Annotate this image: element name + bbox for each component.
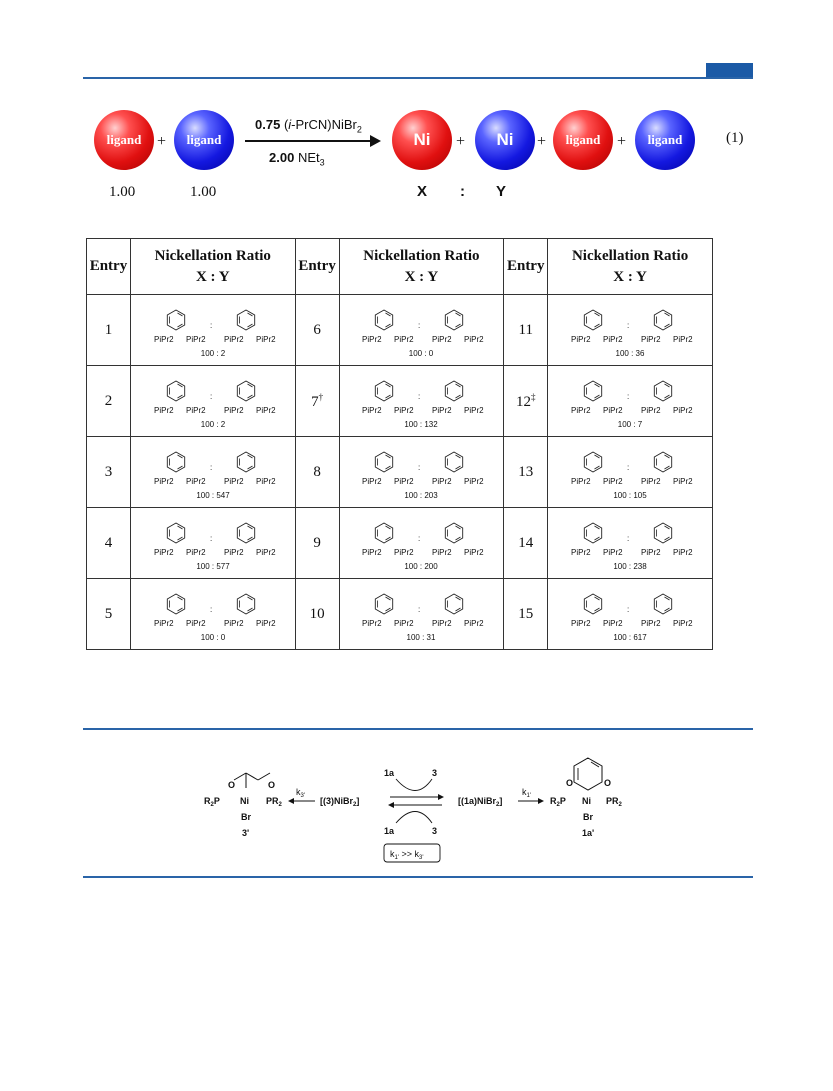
compound-1a-prime-label: 1a'	[582, 828, 595, 838]
phosphinite-label: PiPr2	[464, 619, 484, 628]
ratio-cell	[339, 366, 504, 437]
benzene-ring-icon	[167, 310, 184, 330]
phosphinite-label: PiPr2	[255, 548, 276, 557]
equation-number: (1)	[726, 130, 744, 146]
structure-colon: :	[627, 321, 630, 330]
benzene-ring-icon	[654, 310, 671, 330]
ligand-red-ball: ligand	[94, 110, 154, 170]
phosphinite-label: PiPr2	[223, 619, 244, 628]
phosphinite-label: PiPr2	[673, 335, 693, 344]
phosphinite-label: PiPr2	[464, 335, 484, 344]
ratio-cell	[548, 508, 713, 579]
entry-cell: 10	[295, 579, 339, 650]
benzene-ring-icon	[584, 523, 601, 543]
ratio-value: 100 : 547	[196, 491, 230, 500]
ligand-structures	[555, 369, 705, 433]
ligand-structures	[138, 369, 288, 433]
benzene-ring-icon	[584, 452, 601, 472]
product-y-label: Y	[496, 183, 507, 200]
entry-cell: 14	[504, 508, 548, 579]
benzene-ring-icon	[584, 594, 601, 614]
entry-cell: 3	[87, 437, 131, 508]
benzene-ring-icon	[446, 523, 463, 543]
phosphinite-label: PiPr2	[571, 335, 591, 344]
phosphinite-label: PiPr2	[464, 477, 484, 486]
ratio-value: 100 : 2	[200, 420, 225, 429]
benzene-ring-icon	[446, 594, 463, 614]
structure-colon: :	[418, 392, 421, 401]
ligand-blue-ball: ligand	[635, 110, 695, 170]
phosphinite-label: PiPr2	[153, 406, 174, 415]
ratio-value: 100 : 617	[613, 633, 647, 642]
ratio-cell	[339, 579, 504, 650]
col-ratio: Nickellation Ratio X : Y	[130, 239, 295, 295]
arrow-right-icon	[538, 798, 544, 804]
r2p-label: $R_2P$	[550, 796, 566, 808]
col-ratio: Nickellation Ratio X : Y	[339, 239, 504, 295]
phosphinite-label: PiPr2	[603, 335, 623, 344]
phosphinite-label: PiPr2	[223, 335, 244, 344]
phosphinite-label: PiPr2	[641, 477, 661, 486]
entry-cell: 1	[87, 295, 131, 366]
phosphinite-label: PiPr2	[394, 406, 414, 415]
entry-cell: 5	[87, 579, 131, 650]
phosphinite-label: PiPr2	[571, 619, 591, 628]
ligand-structures	[555, 440, 705, 504]
table-row	[87, 437, 713, 508]
br-label: Br	[583, 812, 594, 822]
benzene-ring-icon	[237, 594, 254, 614]
ratio-colon: :	[460, 183, 465, 200]
benzene-ring-icon	[654, 594, 671, 614]
plus-sign: +	[157, 133, 167, 150]
benzene-ring-icon	[584, 310, 601, 330]
phosphinite-label: PiPr2	[432, 406, 452, 415]
structure-colon: :	[209, 534, 212, 543]
reagent-label: 0.75 (i-PrCN)NiBr$_2$	[255, 117, 362, 135]
ligand-structures	[555, 511, 705, 575]
nickellation-ratio-table	[86, 238, 713, 650]
phosphinite-label: PiPr2	[432, 619, 452, 628]
complex-1a-prime	[550, 758, 623, 838]
entry-cell: 2	[87, 366, 131, 437]
amount-left: 1.00	[109, 184, 136, 200]
ratio-cell	[130, 579, 295, 650]
o-label: O	[604, 778, 612, 788]
col-entry: Entry	[295, 239, 339, 295]
structure-colon: :	[627, 463, 630, 472]
benzene-ring-icon	[376, 452, 393, 472]
phosphinite-label: PiPr2	[185, 548, 206, 557]
header-rule	[83, 77, 753, 79]
benzene-ring-icon	[446, 381, 463, 401]
phosphinite-label: PiPr2	[673, 406, 693, 415]
phosphinite-label: PiPr2	[464, 548, 484, 557]
reaction-equation	[0, 100, 833, 210]
ratio-value: 100 : 2	[200, 349, 225, 358]
phosphinite-label: PiPr2	[641, 406, 661, 415]
phosphinite-label: PiPr2	[185, 477, 206, 486]
ratio-value: 100 : 36	[615, 349, 645, 358]
arrow-left-icon	[388, 802, 394, 808]
benzene-ring-icon	[446, 452, 463, 472]
ratio-value: 100 : 7	[617, 420, 643, 429]
table-row	[87, 508, 713, 579]
phosphinite-label: PiPr2	[255, 619, 276, 628]
complex-3-prime	[204, 773, 283, 838]
phosphinite-label: PiPr2	[185, 406, 206, 415]
structure-colon: :	[209, 463, 212, 472]
product-x-label: X	[417, 183, 428, 200]
scheme-bottom-rule	[83, 876, 753, 878]
structure-colon: :	[418, 321, 421, 330]
ratio-value: 100 : 0	[200, 633, 225, 642]
ligand-structures	[138, 298, 288, 362]
phosphinite-label: PiPr2	[223, 548, 244, 557]
plus-sign: +	[537, 133, 547, 150]
benzene-ring-icon	[584, 381, 601, 401]
phosphinite-label: PiPr2	[255, 406, 276, 415]
arrow-head-icon	[370, 135, 381, 147]
phosphinite-label: PiPr2	[185, 335, 206, 344]
ligand-structures	[346, 369, 496, 433]
phosphinite-label: PiPr2	[362, 619, 382, 628]
ni-label: Ni	[240, 796, 249, 806]
benzene-ring-icon	[654, 523, 671, 543]
col-ratio: Nickellation Ratio X : Y	[548, 239, 713, 295]
benzene-ring-icon	[237, 523, 254, 543]
structure-colon: :	[209, 605, 212, 614]
ligand-structures	[346, 511, 496, 575]
benzene-ring-icon	[237, 381, 254, 401]
ni-red-ball: Ni	[392, 110, 452, 170]
benzene-ring-icon	[376, 594, 393, 614]
table-row	[87, 366, 713, 437]
structure-colon: :	[418, 534, 421, 543]
ratio-value: 100 : 203	[404, 491, 439, 500]
benzene-ring-icon	[376, 310, 393, 330]
ratio-value: 100 : 132	[404, 420, 439, 429]
o-label: O	[228, 780, 236, 790]
phosphinite-label: PiPr2	[603, 477, 623, 486]
benzene-ring-icon	[446, 310, 463, 330]
benzene-ring-icon	[654, 452, 671, 472]
phosphinite-label: PiPr2	[673, 548, 693, 557]
ni-label: Ni	[582, 796, 591, 806]
entry-cell: 13	[504, 437, 548, 508]
rate-comparison: $k_{1'} >> k_{3'}$	[390, 849, 424, 861]
arrow-left-icon	[288, 798, 294, 804]
phosphinite-label: PiPr2	[223, 477, 244, 486]
phosphinite-label: PiPr2	[603, 548, 623, 557]
ratio-cell	[548, 579, 713, 650]
ratio-value: 100 : 0	[409, 349, 434, 358]
top-right-species: 3	[432, 768, 438, 778]
bottom-left-species: 1a	[384, 826, 395, 836]
left-intermediate: [(3)NiBr$_2$]	[320, 796, 360, 808]
k1-label: $k_{1'}$	[522, 787, 531, 799]
phosphinite-label: PiPr2	[464, 406, 484, 415]
structure-colon: :	[209, 392, 212, 401]
phosphinite-label: PiPr2	[153, 619, 174, 628]
phosphinite-label: PiPr2	[641, 548, 661, 557]
plus-sign: +	[456, 133, 466, 150]
pr2-label: $PR_2$	[606, 796, 622, 808]
phosphinite-label: PiPr2	[153, 477, 174, 486]
ligand-structures	[346, 440, 496, 504]
phosphinite-label: PiPr2	[362, 335, 382, 344]
pr2-label: $PR_2$	[266, 796, 282, 808]
ni-blue-ball: Ni	[475, 110, 535, 170]
phosphinite-label: PiPr2	[394, 335, 414, 344]
ratio-cell	[130, 508, 295, 579]
col-entry: Entry	[504, 239, 548, 295]
structure-colon: :	[209, 321, 212, 330]
o-label: O	[566, 778, 574, 788]
benzene-ring-icon	[167, 381, 184, 401]
entry-cell: 4	[87, 508, 131, 579]
right-intermediate: [(1a)NiBr$_2$]	[458, 796, 503, 808]
col-entry: Entry	[87, 239, 131, 295]
ratio-cell	[339, 508, 504, 579]
structure-colon: :	[627, 534, 630, 543]
r2p-label: $R_2P$	[204, 796, 220, 808]
arrow-right-icon	[438, 794, 444, 800]
phosphinite-label: PiPr2	[603, 619, 623, 628]
structure-colon: :	[627, 605, 630, 614]
scheme-top-rule	[83, 728, 753, 730]
ligand-structures	[138, 440, 288, 504]
table-row	[87, 579, 713, 650]
header-tab	[706, 63, 753, 78]
phosphinite-label: PiPr2	[673, 619, 693, 628]
ligand-structures	[555, 298, 705, 362]
phosphinite-label: PiPr2	[362, 406, 382, 415]
base-label: 2.00 NEt$_3$	[269, 150, 325, 168]
benzene-ring-icon	[376, 523, 393, 543]
ratio-value: 100 : 238	[613, 562, 647, 571]
entry-cell: 6	[295, 295, 339, 366]
phosphinite-label: PiPr2	[255, 477, 276, 486]
ligand-structures	[346, 582, 496, 646]
entry-cell: 9	[295, 508, 339, 579]
phosphinite-label: PiPr2	[153, 335, 174, 344]
phosphinite-label: PiPr2	[185, 619, 206, 628]
entry-cell: 15	[504, 579, 548, 650]
ratio-cell	[130, 437, 295, 508]
phosphinite-label: PiPr2	[641, 619, 661, 628]
phosphinite-label: PiPr2	[432, 335, 452, 344]
phosphinite-label: PiPr2	[153, 548, 174, 557]
benzene-ring-icon	[237, 452, 254, 472]
kinetic-scheme	[170, 740, 670, 870]
bottom-right-species: 3	[432, 826, 438, 836]
ligand-structures	[138, 582, 288, 646]
ligand-structures	[138, 511, 288, 575]
ratio-value: 100 : 31	[406, 633, 436, 642]
benzene-ring-icon	[167, 452, 184, 472]
entry-cell: 11	[504, 295, 548, 366]
ratio-cell	[130, 295, 295, 366]
phosphinite-label: PiPr2	[394, 619, 414, 628]
phosphinite-label: PiPr2	[394, 548, 414, 557]
phosphinite-label: PiPr2	[641, 335, 661, 344]
amount-right: 1.00	[190, 184, 217, 200]
entry-cell: 12‡	[504, 366, 548, 437]
ratio-cell	[130, 366, 295, 437]
benzene-ring-icon	[376, 381, 393, 401]
ratio-value: 100 : 577	[196, 562, 230, 571]
o-label: O	[268, 780, 276, 790]
phosphinite-label: PiPr2	[432, 477, 452, 486]
benzene-ring-icon	[167, 523, 184, 543]
phosphinite-label: PiPr2	[673, 477, 693, 486]
table-row	[87, 295, 713, 366]
top-left-species: 1a	[384, 768, 395, 778]
table-header-row	[87, 239, 713, 295]
ratio-value: 100 : 200	[404, 562, 439, 571]
k3-label: $k_{3'}$	[296, 787, 305, 799]
structure-colon: :	[418, 463, 421, 472]
ratio-cell	[339, 295, 504, 366]
ligand-blue-ball: ligand	[174, 110, 234, 170]
phosphinite-label: PiPr2	[603, 406, 623, 415]
ratio-value: 100 : 105	[613, 491, 647, 500]
entry-cell: 7†	[295, 366, 339, 437]
ratio-cell	[548, 437, 713, 508]
ratio-cell	[339, 437, 504, 508]
phosphinite-label: PiPr2	[255, 335, 276, 344]
phosphinite-label: PiPr2	[571, 548, 591, 557]
structure-colon: :	[418, 605, 421, 614]
entry-cell: 8	[295, 437, 339, 508]
benzene-ring-icon	[654, 381, 671, 401]
phosphinite-label: PiPr2	[571, 477, 591, 486]
ligand-structures	[346, 298, 496, 362]
phosphinite-label: PiPr2	[362, 477, 382, 486]
br-label: Br	[241, 812, 252, 822]
ligand-red-ball: ligand	[553, 110, 613, 170]
phosphinite-label: PiPr2	[432, 548, 452, 557]
benzene-ring-icon	[167, 594, 184, 614]
ratio-cell	[548, 295, 713, 366]
plus-sign: +	[617, 133, 627, 150]
phosphinite-label: PiPr2	[223, 406, 244, 415]
structure-colon: :	[627, 392, 630, 401]
phosphinite-label: PiPr2	[571, 406, 591, 415]
compound-3-prime-label: 3'	[242, 828, 250, 838]
phosphinite-label: PiPr2	[362, 548, 382, 557]
ligand-structures	[555, 582, 705, 646]
reaction-arrow	[245, 140, 373, 142]
phosphinite-label: PiPr2	[394, 477, 414, 486]
benzene-ring-icon	[237, 310, 254, 330]
ratio-cell	[548, 366, 713, 437]
